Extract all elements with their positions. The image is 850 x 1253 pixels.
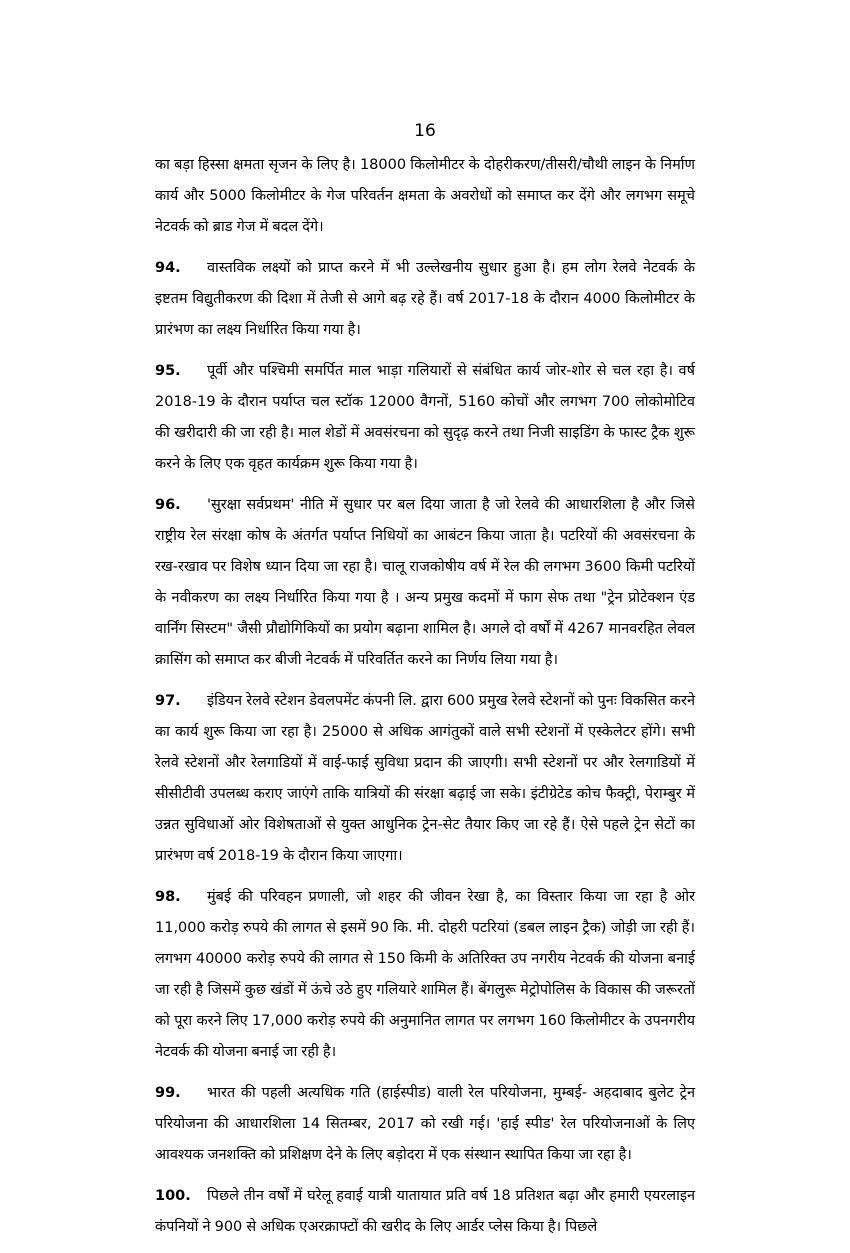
- paragraph-number: 97.: [155, 693, 181, 709]
- document-body: [155, 150, 695, 1253]
- paragraph-text: वास्तविक लक्ष्यों को प्राप्त करने में भी उल्लेखनीय सुधार हुआ है। हम लोग रेलवे नेटवर्क के इष्टतम विद्युतीकरण की दिशा में तेजी से आगे बढ़ रहे हैं। वर्ष 2017-18 के दौरान 4000 किलोमीटर के प्रारंभण का लक्ष्य निर्धारित किया गया है।: [155, 260, 695, 338]
- paragraph-97: [155, 686, 695, 872]
- paragraph-number: 98.: [155, 889, 181, 905]
- paragraph-text: पूर्वी और पश्चिमी समर्पित माल भाड़ा गलियारों से संबंधित कार्य जोर-शोर से चल रहा है। वर्ष 2018-19 के दौरान पर्याप्त चल स्टॉक 12000 वैगनों, 5160 कोचों और लगभग 700 लोकोमोटिव की खरीदारी की जा रही है। माल शेडों में अवसंरचना को सुदृढ़ करने तथा निजी साइडिंग के फास्ट ट्रैक शुरू करने के लिए एक वृहत कार्यक्रम शुरू किया गया है।: [155, 363, 695, 472]
- paragraph-text: 'सुरक्षा सर्वप्रथम' नीति में सुधार पर बल दिया जाता है जो रेलवे की आधारशिला है और जिसे राष्ट्रीय रेल संरक्षा कोष के अंतर्गत पर्याप्त निधियों का आबंटन किया जाता है। पटरियों की अवसंरचना के रख-रखाव पर विशेष ध्यान दिया जा रहा है। चालू राजकोषीय वर्ष में रेल की लगभग 3600 किमी पटरियों के नवीकरण का लक्ष्य निर्धारित किया गया है । अन्य प्रमुख कदमों में फाग सेफ तथा "ट्रेन प्रोटेक्शन एंड वार्निंग सिस्टम" जैसी प्रौद्योगिकियों का प्रयोग बढ़ाना शामिल है। अगले दो वर्षों में 4267 मानवरहित लेवल क्रासिंग को समाप्त कर बीजी नेटवर्क में परिवर्तित करने का निर्णय लिया गया है।: [155, 497, 695, 668]
- paragraph-number: 94.: [155, 260, 181, 276]
- paragraph-number: 99.: [155, 1085, 181, 1101]
- paragraph-number: 100.: [155, 1188, 191, 1204]
- paragraph-98: [155, 882, 695, 1068]
- paragraph-94: [155, 253, 695, 346]
- paragraph-96: [155, 490, 695, 676]
- paragraph-text: पिछले तीन वर्षों में घरेलू हवाई यात्री यातायात प्रति वर्ष 18 प्रतिशत बढ़ा और हमारी एयरलाइन कंपनियों ने 900 से अधिक एअरक्राफ्टों की खरीद के लिए आर्डर प्लेस किया है। पिछले: [155, 1188, 695, 1235]
- paragraph-text: इंडियन रेलवे स्टेशन डेवलपमेंट कंपनी लि. द्वारा 600 प्रमुख रेलवे स्टेशनों को पुनः विकसित करने का कार्य शुरू किया जा रहा है। 25000 से अधिक आगंतुकों वाले सभी स्टेशनों में एस्केलेटर होंगे। सभी रेलवे स्टेशनों और रेलगाडियों में वाई-फाई सुविधा प्रदान की जाएगी। सभी स्टेशनों पर और रेलगाडियों में सीसीटीवी उपलब्ध कराए जाएंगे ताकि यात्रियों की संरक्षा बढ़ाई जा सके। इंटीग्रेटेड कोच फैक्ट्री, पेराम्बुर में उन्नत सुविधाओं ओर विशेषताओं से युक्त आधुनिक ट्रेन-सेट तैयार किए जा रहे हैं। ऐसे पहले ट्रेन सेटों का प्रारंभण वर्ष 2018-19 के दौरान किया जाएगा।: [155, 693, 695, 864]
- page-number: 16: [414, 121, 436, 141]
- paragraph-continued: [155, 150, 695, 243]
- paragraph-number: 96.: [155, 497, 181, 513]
- paragraph-text: मुंबई की परिवहन प्रणाली, जो शहर की जीवन रेखा है, का विस्तार किया जा रहा है ओर 11,000 करोड़ रुपये की लागत से इसमें 90 कि. मी. दोहरी पटरियां (डबल लाइन ट्रैक) जोड़ी जा रही हैं। लगभग 40000 करोड़ रुपये की लागत से 150 किमी के अतिरिक्त उप नगरीय नेटवर्क की योजना बनाई जा रही है जिसमें कुछ खंडों में ऊंचे उठे हुए गलियारे शामिल हैं। बेंगलुरू मेट्रोपोलिस के विकास की जरूरतों को पूरा करने लिए 17,000 करोड़ रुपये की अनुमानित लागत पर लगभग 160 किलोमीटर के उपनगरीय नेटवर्क की योजना बनाई जा रही है।: [155, 889, 695, 1060]
- paragraph-text: का बड़ा हिस्सा क्षमता सृजन के लिए है। 18000 किलोमीटर के दोहरीकरण/तीसरी/चौथी लाइन के निर्माण कार्य और 5000 किलोमीटर के गेज परिवर्तन क्षमता के अवरोधों को समाप्त कर देंगे और लगभग समूचे नेटवर्क को ब्राड गेज में बदल देंगे।: [155, 157, 695, 235]
- paragraph-95: [155, 356, 695, 480]
- paragraph-text: भारत की पहली अत्यधिक गति (हाईस्पीड) वाली रेल परियोजना, मुम्बई- अहदाबाद बुलेट ट्रेन परियोजना की आधारशिला 14 सितम्बर, 2017 को रखी गई। 'हाई स्पीड' रेल परियोजनाओं के लिए आवश्यक जनशक्ति को प्रशिक्षण देने के लिए बड़ोदरा में एक संस्थान स्थापित किया जा रहा है।: [155, 1085, 695, 1163]
- paragraph-number: 95.: [155, 363, 181, 379]
- paragraph-99: [155, 1078, 695, 1171]
- paragraph-100: [155, 1181, 695, 1243]
